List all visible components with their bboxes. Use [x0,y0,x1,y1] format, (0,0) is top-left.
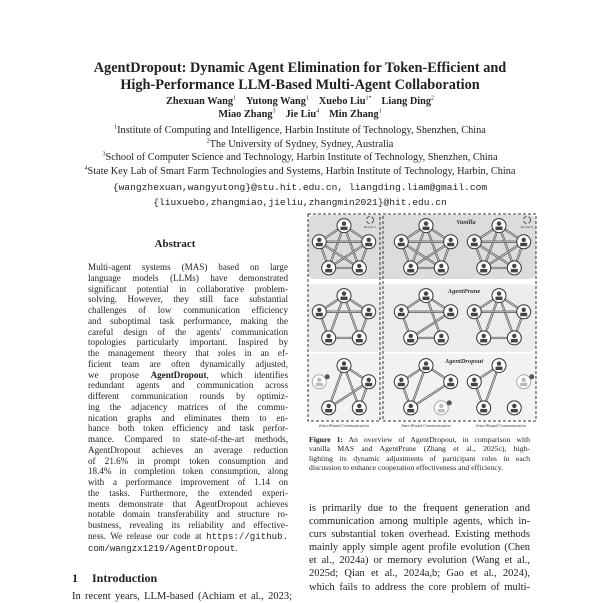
author-name: Miao Zhang [218,109,273,120]
agent-head-icon [327,404,331,408]
text-line: communication among multiple agents, which in- [309,516,530,528]
figure-1 [306,212,538,430]
bottom-label: Intra-Round Communication [319,423,369,428]
agent-head-icon [342,291,346,295]
text-line: ing the adjacency matrices of the commu- [88,401,288,412]
affiliation-text: Institute of Computing and Intelligence, Harbin Institute of Technology, Shenzhen, China [117,125,486,136]
agent-head-icon [399,308,403,312]
agent-body-icon [407,269,414,273]
author-sup: 1* [365,95,372,102]
author-name: Jie Liu [285,109,317,120]
author-row [0,108,600,121]
agent-head-icon [497,221,501,225]
figure-caption [309,435,530,472]
text-line: bustness, revealing its reliability and effective- [88,520,288,530]
affiliations [0,124,600,178]
author [285,109,319,120]
author-sup: 1 [378,108,382,115]
label-agentdropout: AgentDropout [444,358,484,365]
text-line: discussion to enhance cooperation effectiveness and efficiency. [309,462,504,472]
email-line: {liuxuebo,zhangmiao,jieliu,zhangmin2021}@hit.edu.cn [153,196,447,208]
text-line: Multi-agent systems (MAS) based on large [88,262,288,272]
text-line: significant potential in collaborative problem- [88,283,288,294]
text-line: careful design of the agents' communication [88,326,288,337]
agent-head-icon [482,264,486,268]
agent-head-icon [449,308,453,312]
affiliation-text: The University of Sydney, Sydney, Australia [209,138,394,150]
text-line: redundant agents and communication across [88,380,288,391]
text-line: mainly apply simple agent profile evolution (Chen [309,542,530,554]
agent-body-icon [496,297,503,301]
author-sup: 4 [316,108,320,115]
author-sup: 3 [272,108,276,115]
agent-body-icon [398,383,405,387]
affiliation-text: State Key Lab of Smart Farm Technologies and Systems, Harbin Institute of Technology, Harbin, China [87,165,516,177]
text-line: lighting its dynamic adjustments of participant roles in each [309,453,530,463]
agent-body-icon [365,313,372,317]
agent-head-icon [497,361,501,365]
author-sup: 2 [431,95,434,102]
section-heading-introduction [72,571,171,586]
agent-body-icon [423,297,430,301]
agent-head-icon [512,404,516,408]
bold-text: AgentDropout [150,369,207,380]
agent-head-icon [399,238,403,242]
agent-head-icon [357,264,361,268]
text-line: mance. Compared to state-of-the-art methods, [88,434,288,444]
body-text [309,502,530,594]
text-line: which fails to address the core problem of multi- [309,581,530,593]
agent-body-icon [480,339,487,343]
affiliation [0,138,600,152]
text-line: et al., 2024a) or memory evolution (Wang et al., [309,555,530,567]
text-line: is primarily due to the frequent generation and [309,503,530,514]
label-agentprune: AgentPrune [447,288,481,295]
text-line: the tasks. Furthermore, the extended experi- [88,487,288,498]
agent-head-icon [449,378,453,382]
paper-title [0,60,600,94]
agent-body-icon [325,339,332,343]
author-name: Min Zhang [329,109,379,120]
abstract-heading: Abstract [154,238,196,250]
agent-body-icon [480,269,487,273]
agent-body-icon [365,383,372,387]
agent-head-icon [357,334,361,338]
agent-body-icon [325,269,332,273]
agent-head-icon [522,238,526,242]
agent-head-icon [439,404,443,408]
agent-body-icon [423,227,430,231]
agent-head-icon [439,264,443,268]
section-title: Introduction [92,571,158,585]
agent-body-icon [496,227,503,231]
abstract-text [88,262,288,554]
author-list [0,95,600,121]
agent-head-icon [522,378,526,382]
text-line: hance both token efficiency and task perfor- [88,423,288,434]
agent-body-icon [511,409,518,413]
text-line: and suboptimal task performance, making the [88,315,288,326]
agent-body-icon [316,383,323,387]
agent-body-icon [496,367,503,371]
text-line: challenges of low communication efficiency [88,305,288,315]
affiliation [0,151,600,165]
text-line: AgentDropout achieves an average reduction [88,444,288,455]
agent-body-icon [325,409,332,413]
agent-body-icon [341,367,348,371]
author [218,109,275,120]
affiliation-sup: 2 [206,138,210,145]
title-line: AgentDropout: Dynamic Agent Elimination for Token-Efficient and [93,60,507,76]
agent-head-icon [327,334,331,338]
agent-body-icon [520,243,527,247]
introduction-text [72,590,292,603]
text-line: In recent years, LLM-based (Achiam et al., 2023; [72,591,292,602]
agent-body-icon [438,409,445,413]
author-name: Xuebo Liu [318,96,366,107]
agent-body-icon [316,313,323,317]
agent-body-icon [471,313,478,317]
agent-body-icon [438,339,445,343]
text-line: Figure 1: An overview of AgentDropout, in comparison with [309,435,530,444]
agent-body-icon [398,243,405,247]
agent-head-icon [317,238,321,242]
author-sup: 1 [305,95,309,102]
agent-head-icon [317,378,321,382]
text-line: different communication rounds by optimiz- [88,391,288,401]
agent-body-icon [438,269,445,273]
text-line: ficient team are often dynamically adjusted, [88,358,288,369]
code-link[interactable]: com/wangzx1219/AgentDropout [88,542,236,554]
text-line: with a performance improvement of 1.14 on [88,477,288,487]
title-line: High-Performance LLM-Based Multi-Agent Collaboration [120,77,480,93]
section-number: 1 [72,571,78,585]
text-line: topologies particularly important. Inspired by [88,337,288,348]
agent-head-icon [367,308,371,312]
agent-head-icon [409,264,413,268]
agent-head-icon [399,378,403,382]
agent-head-icon [482,334,486,338]
agent-body-icon [520,383,527,387]
author-name: Liang Ding [381,96,431,107]
agent-body-icon [341,227,348,231]
label-vanilla: Vanilla [456,219,476,226]
agent-body-icon [480,409,487,413]
agent-head-icon [409,334,413,338]
agent-body-icon [356,409,363,413]
agent-head-icon [482,404,486,408]
author-sup: 1 [233,95,237,102]
affiliation-sup: 1 [114,124,118,131]
bottom-label: Inter-Round Communication [401,423,451,428]
affiliation [0,124,600,138]
agent-body-icon [511,339,518,343]
agent-body-icon [423,367,430,371]
author-name: Yutong Wang [246,96,306,107]
author-row [0,95,600,108]
agent-head-icon [512,334,516,338]
agent-head-icon [424,361,428,365]
affiliation-text: School of Computer Science and Technology, Harbin Institute of Technology, Shenzhen, China [105,152,498,164]
email-line: {wangzhexuan,wangyutong}@stu.hit.edu.cn, liangding.liam@gmail.com [112,182,488,193]
affiliation [0,165,600,179]
agent-body-icon [365,243,372,247]
text-line: ments demonstrate that AgentDropout achieves [88,498,288,509]
author [329,109,382,120]
agent-head-icon [367,238,371,242]
agent-head-icon [472,308,476,312]
text-line: language models (LLMs) have demonstrated [88,272,288,283]
author [166,96,236,107]
agent-body-icon [447,383,454,387]
text-line: vanilla MAS and AgentPrune (Zhang et al., 2025c), high- [309,444,530,454]
agent-head-icon [424,291,428,295]
bold-text: Figure 1: [309,435,343,444]
agent-head-icon [512,264,516,268]
agent-body-icon [398,313,405,317]
author [246,96,309,107]
text-line: the management theory that roles in an ef- [88,348,288,358]
agent-head-icon [424,221,428,225]
agent-head-icon [522,308,526,312]
text-line: solving. However, they still face substantial [88,294,288,305]
agent-body-icon [447,313,454,317]
agent-head-icon [317,308,321,312]
dropout-gear-icon [529,374,534,379]
bottom-label: Intra-Round Communication [476,423,526,428]
agent-body-icon [356,339,363,343]
agent-head-icon [357,404,361,408]
text-line: we propose AgentDropout, which identifies [88,369,288,380]
agent-head-icon [367,378,371,382]
text-line: ness. We release our code at https://github. [88,530,288,542]
text-line: 2025d; Qian et al., 2024a,b; Gao et al., 2024), [309,568,530,580]
text-line: nication graphs and eliminates them to en- [88,412,288,423]
affiliation-sup: 4 [84,165,88,172]
text-line: of 21.6% in prompt token consumption and [88,455,288,466]
agent-head-icon [497,291,501,295]
agent-head-icon [342,221,346,225]
dropout-gear-icon [325,374,330,379]
text-line: notable domain transferability and structure ro- [88,509,288,520]
affiliation-sup: 3 [102,151,106,158]
agent-body-icon [511,269,518,273]
text-line: curs substantial token overhead. Existing methods [309,529,530,541]
author [382,96,435,107]
agent-head-icon [439,334,443,338]
agent-body-icon [520,313,527,317]
agent-body-icon [356,269,363,273]
author-name: Zhexuan Wang [165,96,234,107]
label-round1: Round 1 [364,225,376,229]
text-line: 18.4% in completion token consumption, along [88,466,288,477]
agent-body-icon [447,243,454,247]
agent-head-icon [449,238,453,242]
author [319,96,372,107]
agent-head-icon [342,361,346,365]
code-link[interactable]: https://github. [206,530,288,542]
agent-body-icon [407,409,414,413]
dropout-gear-icon [447,400,452,405]
agent-head-icon [327,264,331,268]
label-round2: Round 2 [521,225,533,229]
agent-body-icon [471,383,478,387]
agent-body-icon [341,297,348,301]
text-line: com/wangzx1219/AgentDropout. [88,542,238,554]
agent-body-icon [407,339,414,343]
agent-head-icon [472,378,476,382]
agent-body-icon [316,243,323,247]
emails [0,181,600,210]
agent-head-icon [472,238,476,242]
agent-body-icon [471,243,478,247]
agent-head-icon [409,404,413,408]
